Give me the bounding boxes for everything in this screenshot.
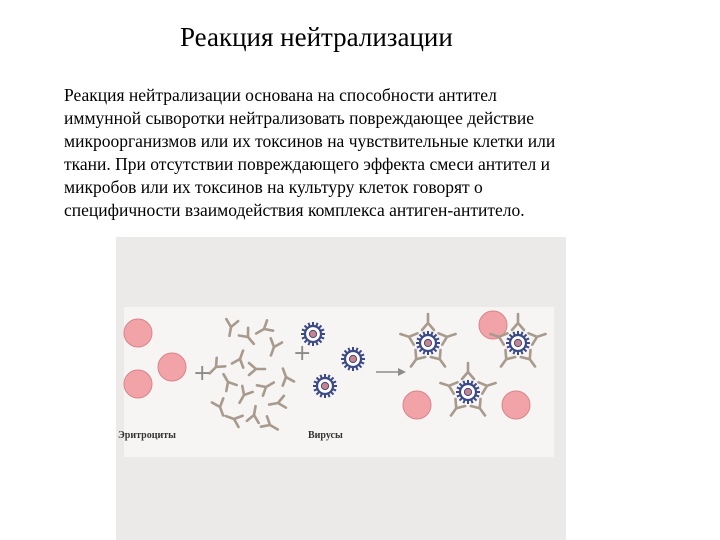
erythrocyte [124, 370, 152, 398]
erythrocyte [502, 391, 530, 419]
paragraph-line: ткани. При отсутствии повреждающего эффекта смеси антител и [64, 154, 551, 174]
paragraph-line: микроорганизмов или их токсинов на чувствительные клетки или [64, 131, 556, 151]
virus [506, 331, 530, 355]
neutralization-diagram [116, 237, 566, 540]
paragraph-line: специфичности взаимодействия комплекса антиген-антитело. [64, 200, 525, 220]
page-title: Реакция нейтрализации [180, 22, 453, 52]
neutralization-reaction-figure [116, 237, 566, 540]
paragraph-line: иммунной сыворотки нейтрализовать повреждающее действие [64, 108, 535, 128]
virus [313, 374, 337, 398]
virus [341, 347, 365, 371]
erythrocyte [124, 319, 152, 347]
virus [416, 331, 440, 355]
erythrocyte [403, 391, 431, 419]
virus [456, 380, 480, 404]
description-paragraph [64, 84, 664, 222]
paragraph-line: Реакция нейтрализации основана на способности антител [64, 85, 497, 105]
plus-sign: + [193, 361, 212, 386]
erythrocyte [158, 353, 186, 381]
erythrocytes-label: Эритроциты [118, 430, 176, 441]
paragraph-line: микробов или их токсинов на культуру клеток говорят о [64, 177, 483, 197]
viruses-label: Вирусы [308, 430, 343, 441]
plus-sign: + [293, 341, 312, 366]
